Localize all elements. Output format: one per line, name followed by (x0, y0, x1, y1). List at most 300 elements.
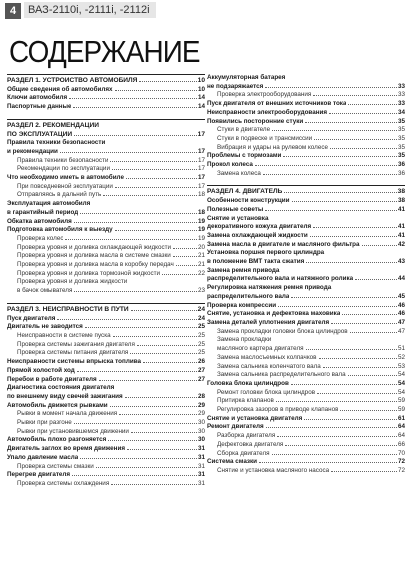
dot-leader (173, 248, 197, 249)
page-header (0, 0, 406, 19)
toc-entry-title: Подготовка автомобиля к выезду (7, 226, 113, 234)
dot-leader (348, 375, 397, 376)
toc-entry-title: масляного картера двигателя (217, 345, 304, 353)
toc-page-number: 61 (397, 414, 405, 422)
toc-page-number: 72 (397, 466, 405, 474)
toc-entry (7, 103, 205, 112)
toc-page-number: 31 (197, 462, 205, 470)
dot-leader (131, 310, 197, 311)
toc-subentry (207, 441, 405, 450)
toc-entry-title: Замена деталей уплотнения двигателя (207, 318, 330, 326)
toc-entry (7, 226, 205, 235)
dot-leader (85, 327, 197, 328)
toc-entry-title: Двигатель не заводится (7, 323, 83, 331)
toc-entry (7, 174, 205, 183)
toc-subentry (7, 287, 205, 296)
dot-leader (276, 401, 397, 402)
dot-leader (255, 165, 397, 166)
dot-leader (162, 274, 197, 275)
toc-entry-title: Стуки в подвеске и трансмиссии (217, 134, 313, 142)
dot-leader (306, 349, 397, 350)
toc-page-number: 10 (197, 77, 205, 84)
toc-subentry (7, 410, 205, 419)
toc-entry (207, 458, 405, 467)
toc-page-number: 30 (197, 419, 205, 427)
toc-page-number: 70 (397, 449, 405, 457)
toc-entry-title: Проверка системы зажигания двигателя (17, 340, 135, 348)
toc-entry (207, 258, 405, 267)
toc-entry (207, 380, 405, 389)
toc-page-number: 19 (197, 217, 205, 225)
toc-entry (207, 232, 405, 241)
toc-entry-title: Замена сальника коленчатого вала (217, 362, 321, 370)
toc-entry (7, 445, 205, 454)
toc-entry (7, 402, 205, 411)
dot-leader (355, 279, 397, 280)
toc-entry-title: Замена охлаждающей жидкости (207, 231, 308, 239)
toc-page-number: 20 (197, 243, 205, 251)
toc-page-number: 24 (197, 314, 205, 322)
section-heading (7, 131, 205, 140)
dot-leader (285, 445, 397, 446)
dot-leader (330, 148, 397, 149)
toc-page-number: 35 (397, 152, 405, 160)
toc-page-number: 31 (197, 471, 205, 479)
dot-leader (111, 484, 197, 485)
toc-page-number: 14 (197, 94, 205, 102)
toc-page-number: 23 (197, 287, 205, 295)
toc-page-number: 31 (197, 445, 205, 453)
toc-page-number: 18 (197, 208, 205, 216)
toc-entry-title: Регулировка зазоров в приводе клапанов (217, 406, 339, 414)
dot-leader (176, 265, 197, 266)
toc-entry (207, 118, 405, 127)
toc-subentry (7, 428, 205, 437)
toc-subentry (207, 363, 405, 372)
toc-subentry (207, 126, 405, 135)
toc-page-number: 47 (397, 327, 405, 335)
toc-page-number: 41 (397, 205, 405, 213)
toc-page-number: 42 (397, 240, 405, 248)
dot-leader (103, 195, 197, 196)
toc-entry-title: Проверка компрессии (207, 301, 277, 309)
toc-entry (7, 393, 205, 402)
dot-leader (115, 90, 197, 91)
toc-entry-title: Проверка уровня и доливка охлаждающей жидкости (17, 243, 172, 251)
toc-subentry (7, 463, 205, 472)
toc-page-number: 17 (197, 174, 205, 182)
dot-leader (131, 432, 197, 433)
toc-subentry (7, 261, 205, 270)
toc-page-number: 33 (397, 91, 405, 99)
toc-entry (7, 376, 205, 385)
toc-entry-title: Полезные советы (207, 205, 264, 213)
dot-leader (74, 423, 197, 424)
toc-entry-title: по внешнему виду свечей зажигания (7, 392, 123, 400)
toc-entry-title: Автомобиль плохо разгоняется (7, 436, 107, 444)
dot-leader (305, 122, 397, 123)
toc-entry-title: Особенности конструкции (207, 197, 290, 205)
toc-entry-title: Рывки при установившемся движении (17, 427, 129, 435)
toc-entry-heading: Регулировка натяжения ремня привода (207, 284, 332, 292)
dot-leader (265, 87, 397, 88)
toc-entry-title: РАЗДЕЛ 1. УСТРОЙСТВО АВТОМОБИЛЯ (7, 77, 138, 84)
toc-entry-title: Обкатка автомобиля (7, 217, 72, 225)
toc-entry-title: Неисправности электрооборудования (207, 108, 328, 116)
toc-subentry (207, 328, 405, 337)
toc-page-number: 35 (397, 126, 405, 134)
toc-entry-title: Паспортные данные (7, 103, 72, 111)
toc-page-number: 22 (197, 269, 205, 277)
toc-entry-title: Пуск двигателя (7, 314, 56, 322)
toc-page-number: 38 (397, 197, 405, 205)
toc-entry-title: Проверка системы питания двигателя (17, 349, 129, 357)
toc-entry (207, 275, 405, 284)
toc-entry-title: Замена маслосъемных колпачков (217, 353, 317, 361)
dot-leader (125, 397, 197, 398)
toc-subentry (207, 397, 405, 406)
toc-entry-heading: Аккумуляторная батарея (207, 74, 286, 81)
dot-leader (74, 135, 196, 136)
toc-page-number: 35 (397, 117, 405, 125)
toc-page-number: 53 (397, 362, 405, 370)
toc-entry-title: Проверка системы охлаждения (17, 479, 110, 487)
toc-page-number: 35 (397, 134, 405, 142)
toc-entry (7, 471, 205, 480)
toc-entry-title: и рекомендации (7, 147, 58, 155)
toc-subentry (7, 252, 205, 261)
toc-page-number: 26 (197, 358, 205, 366)
toc-page-number: 54 (397, 379, 405, 387)
dot-leader (99, 380, 197, 381)
toc-entry (7, 367, 205, 376)
toc-subentry (7, 191, 205, 200)
dot-leader (126, 178, 197, 179)
dot-leader (272, 454, 397, 455)
toc-entry-heading: Эксплуатация автомобиля (7, 200, 91, 208)
dot-leader (350, 332, 397, 333)
toc-entry-title: в бачок омывателя (17, 287, 73, 295)
dot-leader (96, 467, 197, 468)
toc-entry-title: Пуск двигателя от внешних источников тока (207, 100, 347, 108)
toc-entry-title: Неисправности системы впрыска топлива (7, 358, 141, 366)
toc-page-number: 54 (397, 371, 405, 379)
toc-entry-title: Проверка уровня и доливка масла в коробку передач (17, 261, 174, 269)
toc-page-number: 18 (197, 191, 205, 199)
toc-page-number: 44 (397, 275, 405, 283)
toc-subentry (7, 480, 205, 489)
toc-entry (207, 241, 405, 250)
toc-page-number: 45 (397, 292, 405, 300)
toc-page-number: 17 (197, 147, 205, 155)
dot-leader (317, 393, 397, 394)
toc-page-number: 10 (197, 85, 205, 93)
toc-page-number: 17 (197, 182, 205, 190)
section-heading (7, 119, 205, 131)
toc-entry-title: Разборка двигателя (217, 432, 276, 440)
toc-page-number: 25 (197, 323, 205, 331)
toc-entry (7, 209, 205, 218)
toc-subentry (207, 450, 405, 459)
dot-leader (278, 306, 397, 307)
toc-entry-title: Появились посторонние стуки (207, 117, 304, 125)
toc-subentry (207, 389, 405, 398)
toc-entry (7, 218, 205, 227)
toc-entry (207, 423, 405, 432)
dot-leader (331, 323, 397, 324)
toc-entry-title: Что необходимо иметь в автомобиле (7, 174, 124, 182)
dot-leader (284, 192, 396, 193)
toc-page-number: 34 (397, 108, 405, 116)
dot-leader (313, 95, 397, 96)
toc-page-number: 27 (197, 375, 205, 383)
dot-leader (110, 406, 197, 407)
toc-page-number: 14 (197, 103, 205, 111)
toc-page-number: 47 (397, 318, 405, 326)
toc-page-number: 30 (197, 427, 205, 435)
toc-entry-title: РАЗДЕЛ 2. РЕКОМЕНДАЦИИ (7, 121, 99, 129)
toc-entry-title: Снятие и установка масляного насоса (217, 466, 330, 474)
toc-page-number: 19 (197, 234, 205, 242)
toc-subentry (7, 341, 205, 350)
dot-leader (113, 336, 197, 337)
toc-entry-title: Общие сведения об автомобилях (7, 85, 113, 93)
dot-leader (80, 213, 197, 214)
toc-entry-title: Проверка уровня и доливка масла в системе смазки (17, 252, 171, 260)
toc-entry-title: Проблемы с тормозами (207, 152, 282, 160)
toc-page-number: 25 (197, 349, 205, 357)
toc-page-number: 41 (397, 231, 405, 239)
toc-page-number: 19 (197, 226, 205, 234)
toc-entry-title: Рывки при разгоне (17, 419, 72, 427)
toc-page-number: 24 (197, 305, 205, 313)
toc-page-number: 38 (397, 188, 405, 196)
toc-entry (7, 86, 205, 95)
dot-leader (362, 245, 397, 246)
toc-entry (207, 100, 405, 109)
toc-subentry (207, 432, 405, 441)
dot-leader (340, 410, 397, 411)
toc-subentry (207, 371, 405, 380)
dot-leader (292, 201, 397, 202)
toc-page-number: 54 (397, 388, 405, 396)
toc-entry-title: Правила техники безопасности (17, 156, 109, 164)
toc-entry-title: Рывки в момент начала движения (17, 410, 118, 418)
toc-entry-heading: Правила техники безопасности (7, 139, 106, 147)
toc-page-number: 17 (197, 156, 205, 164)
toc-entry-title: Рекомендации по эксплуатации (17, 165, 110, 173)
toc-subentry (7, 183, 205, 192)
toc-subentry (7, 270, 205, 279)
toc-page-number: 33 (397, 82, 405, 90)
toc-entry-title: ПО ЭКСПЛУАТАЦИИ (7, 130, 73, 138)
toc-entry-title: Стуки в двигателе (217, 126, 271, 134)
toc-subentry (207, 345, 405, 354)
dot-leader (127, 449, 197, 450)
dot-leader (319, 358, 397, 359)
dot-leader (323, 367, 397, 368)
toc-entry (7, 436, 205, 445)
dot-leader (73, 107, 197, 108)
toc-entry-title: Замена прокладки головки блока цилиндров (217, 327, 348, 335)
toc-entry-title: не подзаряжается (207, 82, 264, 90)
dot-leader (77, 371, 197, 372)
dot-leader (139, 81, 196, 82)
toc-entry-title: Отправляясь в дальний путь (17, 191, 102, 199)
toc-entry-heading: Замена прокладки (217, 336, 272, 344)
toc-entry-title: Ремонт двигателя (207, 423, 264, 431)
dot-leader (265, 210, 397, 211)
dot-leader (65, 239, 197, 240)
toc-entry-title: Ремонт головки блока цилиндров (217, 388, 316, 396)
toc-entry-title: Автомобиль движется рывками (7, 401, 108, 409)
toc-entry-title: Снятие и установка двигателя (207, 414, 303, 422)
toc-entry-title: Проверка электрооборудования (217, 91, 312, 99)
toc-page-number: 25 (197, 331, 205, 339)
toc-entry-title: Дефектовка двигателя (217, 440, 284, 448)
toc-entry-title: Ключи автомобиля (7, 94, 68, 102)
toc-entry (207, 310, 405, 319)
toc-entry-title: распределительного вала и натяжного ролика (207, 275, 354, 283)
toc-page-number: 21 (197, 261, 205, 269)
toc-entry-heading: Замена ремня привода (207, 266, 280, 274)
toc-entry (207, 415, 405, 424)
dot-leader (348, 104, 397, 105)
toc-page-number: 17 (197, 165, 205, 173)
dot-leader (313, 227, 397, 228)
toc-page-number: 59 (397, 406, 405, 414)
dot-leader (112, 169, 197, 170)
toc-entry-title: Проверка уровня и доливка тормозной жидкости (17, 269, 160, 277)
toc-subentry (207, 406, 405, 415)
dot-leader (342, 314, 397, 315)
toc-subentry (7, 419, 205, 428)
dot-leader (266, 427, 397, 428)
toc-page-number: 72 (397, 458, 405, 466)
toc-page-number: 27 (197, 366, 205, 374)
dot-leader (291, 297, 397, 298)
page-title: СОДЕРЖАНИЕ (9, 34, 200, 69)
toc-page-number: 46 (397, 301, 405, 309)
toc-subentry (207, 135, 405, 144)
toc-page-number: 25 (197, 340, 205, 348)
toc-entry-title: декоративного кожуха двигателя (207, 223, 312, 231)
dot-leader (57, 319, 197, 320)
dot-leader (74, 291, 197, 292)
toc-page-number: 31 (197, 479, 205, 487)
toc-entry-heading: Установка поршня первого цилиндра (207, 249, 325, 257)
dot-leader (143, 362, 197, 363)
toc-entry-title: в положение ВМТ такта сжатия (207, 258, 305, 266)
toc-page-number: 51 (397, 345, 405, 353)
dot-leader (80, 458, 197, 459)
toc-entry (207, 197, 405, 206)
toc-entry-title: Двигатель заглох во время движения (7, 445, 126, 453)
dot-leader (272, 130, 397, 131)
toc-page-number: 64 (397, 432, 405, 440)
dot-leader (314, 139, 397, 140)
dot-leader (69, 98, 197, 99)
toc-entry-title: Проверка системы смазки (17, 462, 94, 470)
toc-entry-title: Неисправности в системе пуска (17, 331, 111, 339)
toc-page-number: 17 (197, 130, 205, 138)
dot-leader (110, 161, 197, 162)
toc-entry-heading: Снятие и установка (207, 214, 269, 222)
dot-leader (306, 262, 397, 263)
toc-entry (207, 206, 405, 215)
toc-page-number: 41 (397, 223, 405, 231)
toc-page-number: 64 (397, 423, 405, 431)
toc-page-number: 46 (397, 310, 405, 318)
toc-entry (207, 83, 405, 92)
toc-right-column (207, 74, 405, 476)
toc-page-number: 29 (197, 401, 205, 409)
toc-entry-title: Перегрев двигателя (7, 471, 71, 479)
toc-page-number: 29 (197, 410, 205, 418)
dot-leader (60, 152, 197, 153)
toc-entry (7, 454, 205, 463)
toc-left-column (7, 74, 205, 489)
dot-leader (283, 156, 397, 157)
toc-subentry (7, 165, 205, 174)
toc-page-number: 36 (397, 161, 405, 169)
toc-page-number: 43 (397, 258, 405, 266)
toc-entry-title: Сборка двигателя (217, 449, 270, 457)
toc-page-number: 35 (397, 143, 405, 151)
toc-entry-title: РАЗДЕЛ 4. ДВИГАТЕЛЬ (207, 188, 283, 196)
dot-leader (277, 436, 397, 437)
dot-leader (310, 236, 397, 237)
dot-leader (173, 256, 197, 257)
dot-leader (119, 414, 197, 415)
toc-subentry (207, 354, 405, 363)
toc-subentry (207, 170, 405, 179)
section-heading (7, 303, 205, 315)
dot-leader (291, 384, 397, 385)
dot-leader (263, 174, 397, 175)
toc-page-number: 28 (197, 392, 205, 400)
dot-leader (304, 419, 397, 420)
dot-leader (108, 440, 197, 441)
dot-leader (331, 471, 397, 472)
toc-subentry (207, 91, 405, 100)
toc-entry-heading: Диагностика состояния двигателя (7, 384, 115, 392)
toc-entry (207, 109, 405, 118)
dot-leader (72, 475, 197, 476)
toc-entry-title: распределительного вала (207, 292, 290, 300)
toc-entry-title: Притирка клапанов (217, 397, 274, 405)
toc-entry-title: Головка блока цилиндров (207, 379, 289, 387)
toc-entry (7, 358, 205, 367)
toc-page-number: 33 (397, 100, 405, 108)
toc-entry-title: Упало давление масла (7, 453, 79, 461)
toc-page-number: 52 (397, 353, 405, 361)
toc-entry (207, 302, 405, 311)
toc-subentry (207, 144, 405, 153)
toc-entry (207, 319, 405, 328)
toc-entry-title: Перебои в работе двигателя (7, 375, 97, 383)
dot-leader (329, 113, 397, 114)
toc-subentry (207, 467, 405, 476)
toc-entry-title: Замена масла в двигателе и масляного фильтра (207, 240, 360, 248)
dot-leader (115, 187, 197, 188)
page-number: 4 (5, 3, 21, 19)
toc-entry (7, 323, 205, 332)
toc-entry-title: Проверка колес (17, 234, 64, 242)
toc-subentry (7, 157, 205, 166)
toc-entry-title: в гарантийный период (7, 208, 79, 216)
toc-entry-title: Система смазки (207, 458, 258, 466)
